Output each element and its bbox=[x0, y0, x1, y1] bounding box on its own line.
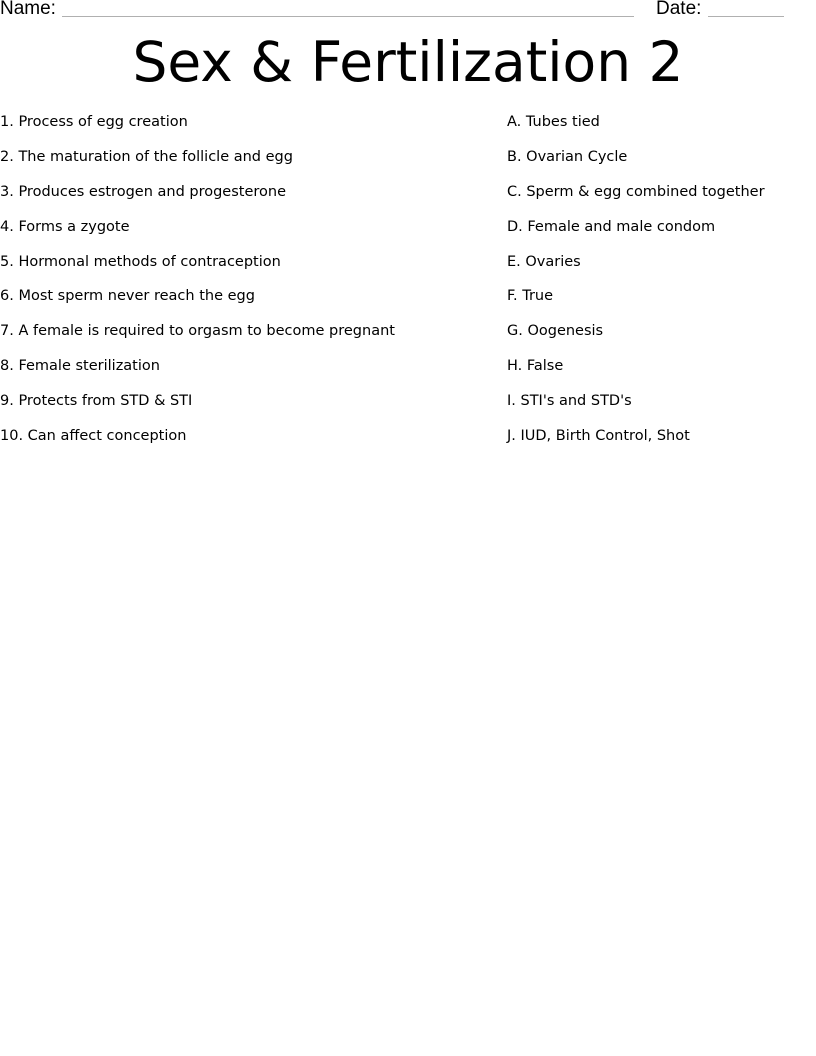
question-item: 9. Protects from STD & STI bbox=[0, 393, 193, 410]
answer-item: F. True bbox=[507, 288, 554, 305]
worksheet-title: Sex & Fertilization 2 bbox=[132, 30, 684, 94]
question-item: 7. A female is required to orgasm to become pregnant bbox=[0, 323, 395, 340]
answer-item: A. Tubes tied bbox=[507, 114, 600, 130]
question-list bbox=[0, 110, 480, 459]
answer-item: B. Ovarian Cycle bbox=[507, 148, 628, 165]
answer-item: C. Sperm & egg combined together bbox=[507, 183, 765, 200]
answer-item: G. Oogenesis bbox=[507, 323, 604, 340]
name-blank-line[interactable] bbox=[62, 16, 634, 17]
question-item: 4. Forms a zygote bbox=[0, 218, 130, 235]
question-item: 10. Can affect conception bbox=[0, 428, 187, 445]
name-label: Name: bbox=[0, 0, 56, 19]
question-item: 1. Process of egg creation bbox=[0, 114, 188, 130]
answer-item: J. IUD, Birth Control, Shot bbox=[507, 428, 690, 445]
answer-item: D. Female and male condom bbox=[507, 218, 716, 235]
date-label: Date: bbox=[656, 0, 702, 19]
question-item: 3. Produces estrogen and progesterone bbox=[0, 183, 287, 200]
date-blank-line[interactable] bbox=[708, 16, 784, 17]
answer-item: E. Ovaries bbox=[507, 253, 581, 270]
answer-item: I. STI's and STD's bbox=[507, 393, 632, 410]
answer-item: H. False bbox=[507, 358, 564, 375]
question-item: 8. Female sterilization bbox=[0, 358, 160, 375]
header-row bbox=[0, 0, 816, 22]
question-item: 5. Hormonal methods of contraception bbox=[0, 253, 281, 270]
answer-list bbox=[507, 110, 807, 459]
question-item: 2. The maturation of the follicle and egg bbox=[0, 148, 293, 165]
question-item: 6. Most sperm never reach the egg bbox=[0, 288, 255, 305]
